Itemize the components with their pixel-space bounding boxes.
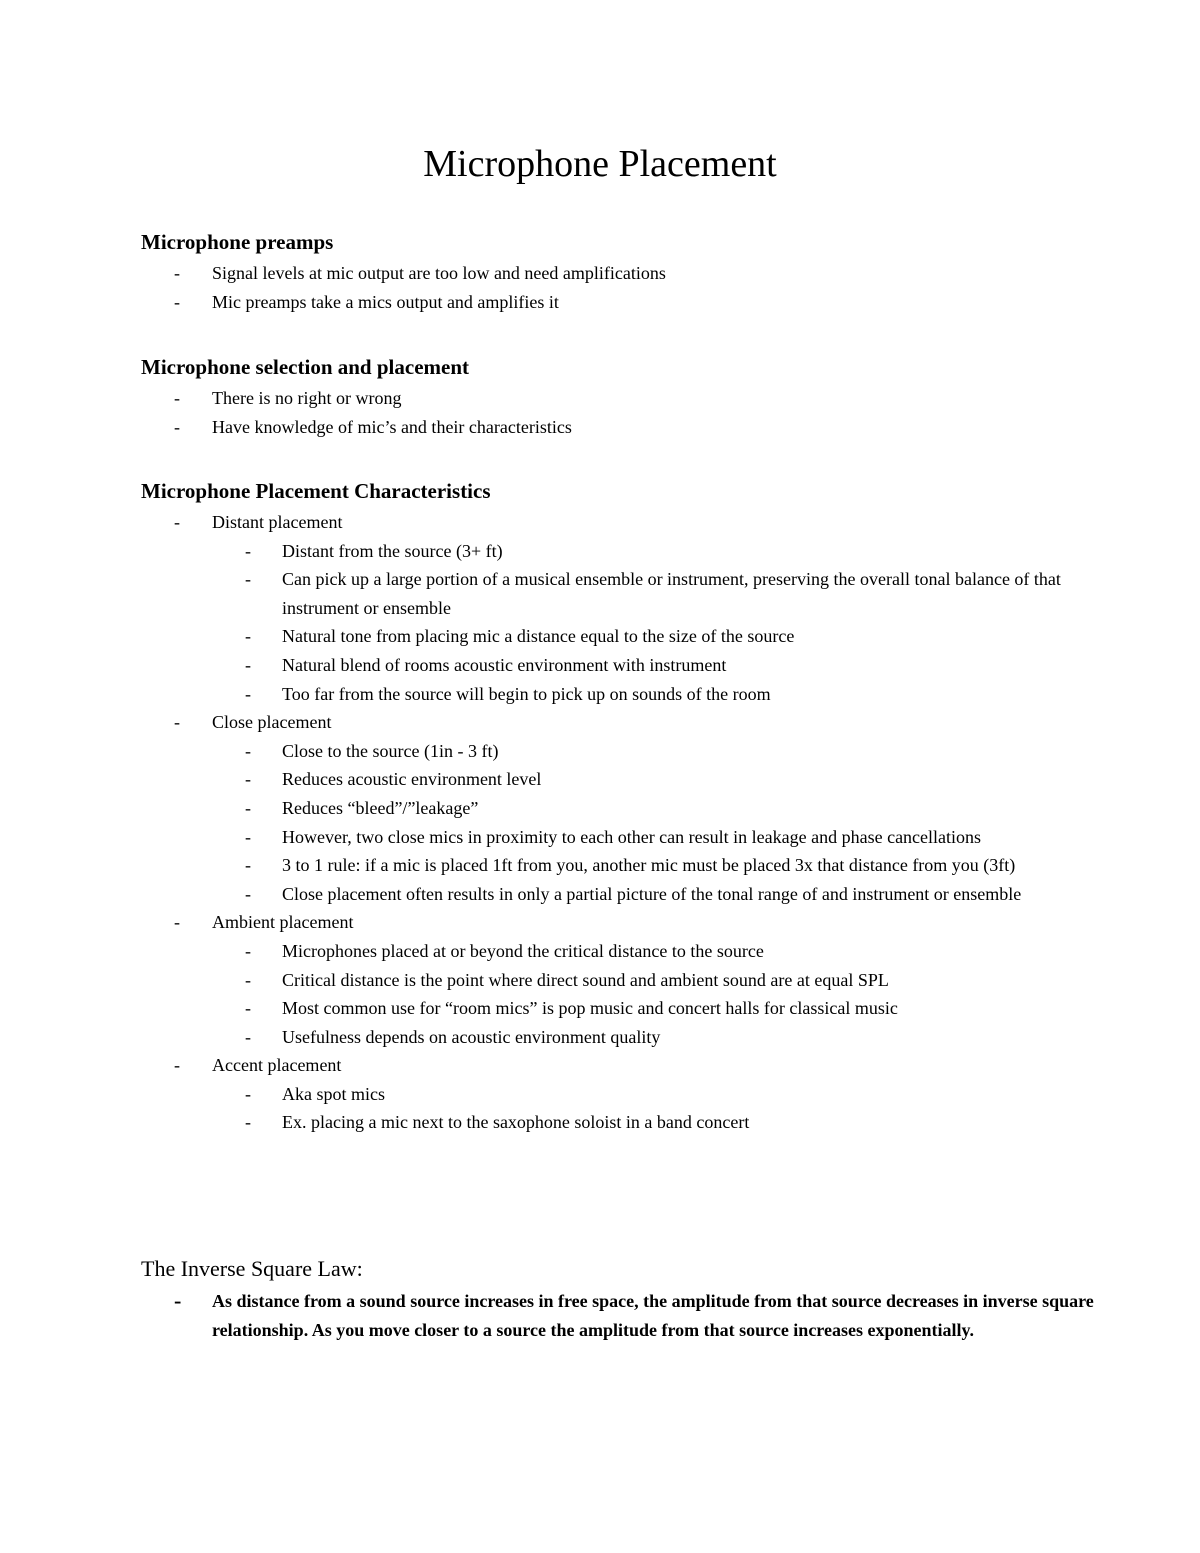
list-item-text: Usefulness depends on acoustic environment quality (282, 1026, 661, 1047)
dash-bullet: - (245, 940, 251, 961)
dash-bullet: - (245, 1083, 251, 1104)
sub-list-item (212, 880, 1101, 909)
list-item-text: Ex. placing a mic next to the saxophone soloist in a band concert (282, 1112, 750, 1133)
sub-list-item (212, 794, 1101, 823)
bullet-list (141, 1287, 1101, 1344)
sub-list-item (212, 1023, 1101, 1052)
list-item-text: However, two close mics in proximity to each other can result in leakage and phase cancellations (282, 826, 982, 847)
list-item-text: 3 to 1 rule: if a mic is placed 1ft from you, another mic must be placed 3x that distance from you (3ft) (282, 855, 1016, 876)
sub-list-item (212, 1080, 1101, 1109)
sub-list-item (212, 966, 1101, 995)
list-item (141, 1287, 1101, 1344)
section-microphone-preamps (141, 228, 1101, 316)
section-placement-characteristics (141, 477, 1101, 1137)
list-item-text: Distant from the source (3+ ft) (282, 540, 503, 561)
list-item-text: Close placement (212, 712, 332, 733)
dash-bullet: - (245, 683, 251, 704)
dash-bullet: - (174, 291, 180, 312)
sub-bullet-list (141, 937, 1101, 1051)
section-heading: Microphone Placement Characteristics (141, 479, 491, 503)
dash-bullet: - (245, 1026, 251, 1047)
list-item-ambient-placement (141, 908, 1101, 1051)
sub-list-item (212, 680, 1101, 709)
sub-list-item (212, 765, 1101, 794)
sub-bullet-list (141, 737, 1101, 909)
list-item-text: Microphones placed at or beyond the critical distance to the source (282, 940, 764, 961)
bullet-list (141, 259, 1101, 316)
dash-bullet: - (174, 388, 180, 408)
sub-bullet-list (141, 537, 1101, 709)
dash-bullet: - (245, 654, 251, 675)
list-item-text: Aka spot mics (282, 1083, 385, 1104)
list-item-text: Close to the source (1in - 3 ft) (282, 740, 499, 761)
list-item-text: Reduces “bleed”/”leakage” (282, 797, 479, 818)
list-item-text: Reduces acoustic environment level (282, 769, 542, 790)
dash-bullet: - (245, 740, 251, 761)
dash-bullet: - (245, 883, 251, 904)
list-item-text: Ambient placement (212, 912, 354, 933)
dash-bullet: - (174, 512, 180, 532)
sub-list-item (212, 622, 1101, 651)
document-title: Microphone Placement (423, 143, 777, 185)
sub-list-item (212, 823, 1101, 852)
list-item-text: Signal levels at mic output are too low and need amplifications (212, 263, 666, 283)
list-item-distant-placement (141, 508, 1101, 708)
dash-bullet: - (245, 769, 251, 790)
section-heading: Microphone selection and placement (141, 355, 470, 379)
list-item-text: Too far from the source will begin to pick up on sounds of the room (282, 683, 771, 704)
section-heading: Microphone preamps (141, 230, 334, 254)
list-item-text: Close placement often results in only a partial picture of the tonal range of and instrument or ensemble (282, 883, 1022, 904)
section-inverse-square-law (141, 1254, 1101, 1344)
list-item-text: There is no right or wrong (212, 388, 402, 408)
list-item (141, 288, 1101, 317)
list-item-text: Can pick up a large portion of a musical ensemble or instrument, preserving the overall tonal balance of that instrument or ensemble (282, 569, 1061, 618)
sub-list-item (212, 1108, 1101, 1137)
sub-bullet-list (141, 1080, 1101, 1137)
section-selection-and-placement (141, 353, 1101, 441)
sub-list-item (212, 565, 1101, 622)
bullet-list (141, 384, 1101, 441)
sub-list-item (212, 851, 1101, 880)
dash-bullet: - (174, 712, 180, 733)
sub-list-item (212, 651, 1101, 680)
dash-bullet: - (245, 826, 251, 847)
list-item-text: Mic preamps take a mics output and amplifies it (212, 291, 559, 312)
dash-bullet: - (245, 998, 251, 1019)
dash-bullet: - (174, 263, 180, 283)
list-item-text: Have knowledge of mic’s and their characteristics (212, 416, 572, 437)
dash-bullet: - (245, 626, 251, 647)
bullet-list (141, 508, 1101, 1137)
list-item (141, 413, 1101, 442)
list-item (141, 259, 1101, 288)
dash-bullet: - (245, 569, 251, 590)
list-item-text: Natural blend of rooms acoustic environment with instrument (282, 654, 727, 675)
sub-list-item (212, 937, 1101, 966)
list-item-text: Accent placement (212, 1055, 342, 1076)
list-item-text: As distance from a sound source increases in free space, the amplitude from that source decreases in inverse square relationship. As you move closer to a source the amplitude from that source increases exponentially. (212, 1291, 1094, 1340)
list-item-text: Most common use for “room mics” is pop music and concert halls for classical music (282, 998, 898, 1019)
dash-bullet: - (174, 1288, 182, 1313)
sub-list-item (212, 737, 1101, 766)
dash-bullet: - (174, 1055, 180, 1076)
list-item-close-placement (141, 708, 1101, 908)
list-item-text: Natural tone from placing mic a distance equal to the size of the source (282, 626, 795, 647)
list-item-text: Distant placement (212, 512, 343, 532)
sub-list-item (212, 994, 1101, 1023)
dash-bullet: - (245, 797, 251, 818)
section-heading: The Inverse Square Law: (141, 1256, 363, 1281)
dash-bullet: - (245, 1112, 251, 1133)
dash-bullet: - (174, 416, 180, 437)
dash-bullet: - (245, 969, 251, 990)
dash-bullet: - (174, 912, 180, 933)
dash-bullet: - (245, 540, 251, 561)
sub-list-item (212, 537, 1101, 566)
dash-bullet: - (245, 855, 251, 876)
list-item-text: Critical distance is the point where direct sound and ambient sound are at equal SPL (282, 969, 889, 990)
list-item (141, 384, 1101, 413)
list-item-accent-placement (141, 1051, 1101, 1137)
